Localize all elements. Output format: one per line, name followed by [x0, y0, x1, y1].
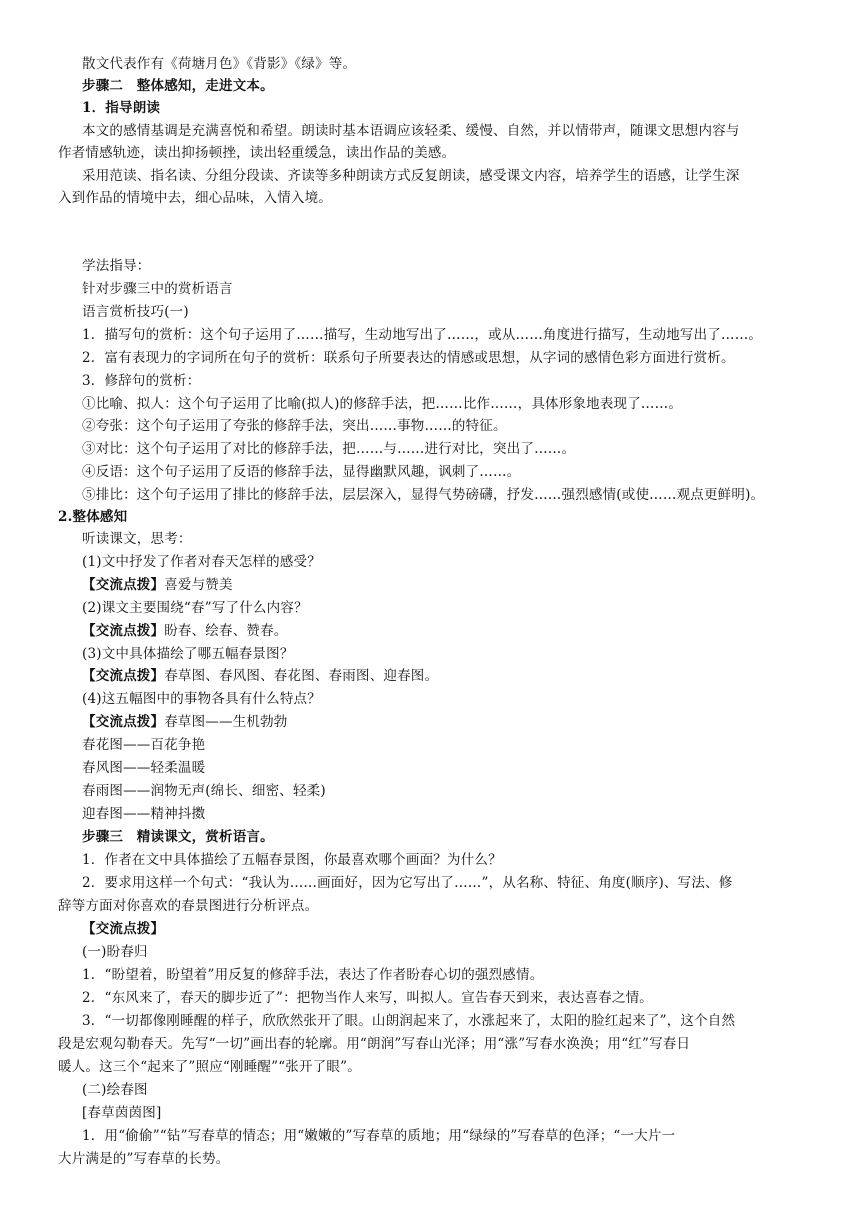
text-line: 1．作者在文中具体描绘了五幅春景图，你最喜欢哪个画面？为什么？: [82, 852, 502, 868]
text-line: 本文的感情基调是充满喜悦和希望。朗读时基本语调应该轻柔、缓慢、自然，并以情带声，随课文思想内容与: [82, 123, 740, 139]
exchange-label: 【交流点拨】: [82, 623, 165, 639]
text-line: 2．“东风来了，春天的脚步近了”：把物当作人来写，叫拟人。宣告春天到来，表达喜春之情。: [82, 990, 653, 1006]
exchange-label: 【交流点拨】: [82, 714, 165, 730]
subheading: 1．指导朗读: [82, 100, 161, 116]
text-line: 入到作品的情境中去，细心品味，入情入境。: [58, 190, 332, 206]
text-line: ⑤排比：这个句子运用了排比的修辞手法，层层深入，显得气势磅礴，抒发……强烈感情(或使……观点更鲜明)。: [82, 487, 765, 503]
text-line: 2．富有表现力的字词所在句子的赏析：联系句子所要表达的情感或思想，从字词的感情色彩方面进行赏析。: [82, 350, 735, 366]
question: (3)文中具体描绘了哪五幅春景图？: [82, 646, 294, 662]
text-line: ③对比：这个句子运用了对比的修辞手法，把……与……进行对比，突出了……。: [82, 441, 576, 457]
answer-line: [82, 712, 288, 732]
question: (2)课文主要围绕“春”写了什么内容？: [82, 600, 308, 616]
text-line: ①比喻、拟人：这个句子运用了比喻(拟人)的修辞手法，把……比作……，具体形象地表现了……。: [82, 396, 683, 412]
answer-text: 盼春、绘春、赞春。: [164, 623, 288, 639]
text-line: 散文代表作有《荷塘月色》《背影》《绿》等。: [82, 56, 357, 72]
text-line: 春风图——轻柔温暖: [82, 760, 206, 776]
text-line: 听读课文，思考：: [82, 531, 192, 547]
exchange-label: 【交流点拨】: [82, 577, 165, 593]
text-line: 辞等方面对你喜欢的春景图进行分析评点。: [58, 898, 319, 914]
section-heading: 步骤三 精读课文，赏析语言。: [82, 829, 274, 845]
text-line: 作者情感轨迹，读出抑扬顿挫，读出轻重缓急，读出作品的美感。: [58, 145, 456, 161]
text-line: 暖人。这三个“起来了”照应“刚睡醒”“张开了眼”。: [58, 1059, 361, 1075]
exchange-label: 【交流点拨】: [82, 921, 165, 937]
text-line: 迎春图——精神抖擞: [82, 806, 206, 822]
text-line: 1．描写句的赏析：这个句子运用了……描写，生动地写出了……，或从……角度进行描写，生动地写出了……。: [82, 327, 763, 343]
text-line: 1．“盼望着，盼望着”用反复的修辞手法，表达了作者盼春心切的强烈感情。: [82, 967, 544, 983]
text-line: [春草茵茵图]: [82, 1105, 162, 1121]
text-line: 大片满是的”写春草的长势。: [58, 1151, 230, 1167]
text-line: 1．用“偷偷”“钻”写春草的情态；用“嫩嫩的”写春草的质地；用“绿绿的”写春草的色泽；“一大片一: [82, 1128, 676, 1144]
answer-text: 春草图、春风图、春花图、春雨图、迎春图。: [164, 668, 439, 684]
answer-line: [82, 621, 288, 641]
text-line: 2．要求用这样一个句式：“我认为……画面好，因为它写出了……”，从名称、特征、角度(顺序)、写法、修: [82, 875, 733, 891]
text-line: ②夸张：这个句子运用了夸张的修辞手法，突出……事物……的特征。: [82, 418, 507, 434]
section-heading: 步骤二 整体感知，走进文本。: [82, 78, 274, 94]
answer-text: 喜爱与赞美: [164, 577, 233, 593]
question: (4)这五幅图中的事物各具有什么特点？: [82, 691, 321, 707]
text-line: 3．“一切都像刚睡醒的样子，欣欣然张开了眼。山朗润起来了，水涨起来了，太阳的脸红起来了”，这个自然: [82, 1013, 736, 1029]
text-line: (二)绘春图: [82, 1082, 148, 1098]
text-line: 采用范读、指名读、分组分段读、齐读等多种朗读方式反复朗读，感受课文内容，培养学生的语感，让学生深: [82, 168, 740, 184]
text-line: 语言赏析技巧(一): [82, 304, 189, 320]
text-line: (一)盼春归: [82, 944, 148, 960]
text-line: 春雨图——润物无声(绵长、细密、轻柔): [82, 783, 326, 799]
text-line: 春花图——百花争艳: [82, 737, 206, 753]
text-line: 3．修辞句的赏析：: [82, 373, 201, 389]
answer-text: 春草图——生机勃勃: [164, 714, 288, 730]
text-line: 学法指导：: [82, 258, 151, 274]
text-line: 段是宏观勾勒春天。先写“一切”画出春的轮廓。用“朗润”写春山光泽；用“涨”写春水涣涣；用“红”写春日: [58, 1036, 691, 1052]
exchange-label: 【交流点拨】: [82, 668, 165, 684]
answer-line: [82, 666, 438, 686]
text-line: ④反语：这个句子运用了反语的修辞手法，显得幽默风趣，讽刺了……。: [82, 464, 521, 480]
text-line: 针对步骤三中的赏析语言: [82, 281, 233, 297]
answer-line: [82, 575, 233, 595]
question: (1)文中抒发了作者对春天怎样的感受？: [82, 554, 321, 570]
subheading: 2.整体感知: [58, 509, 128, 525]
